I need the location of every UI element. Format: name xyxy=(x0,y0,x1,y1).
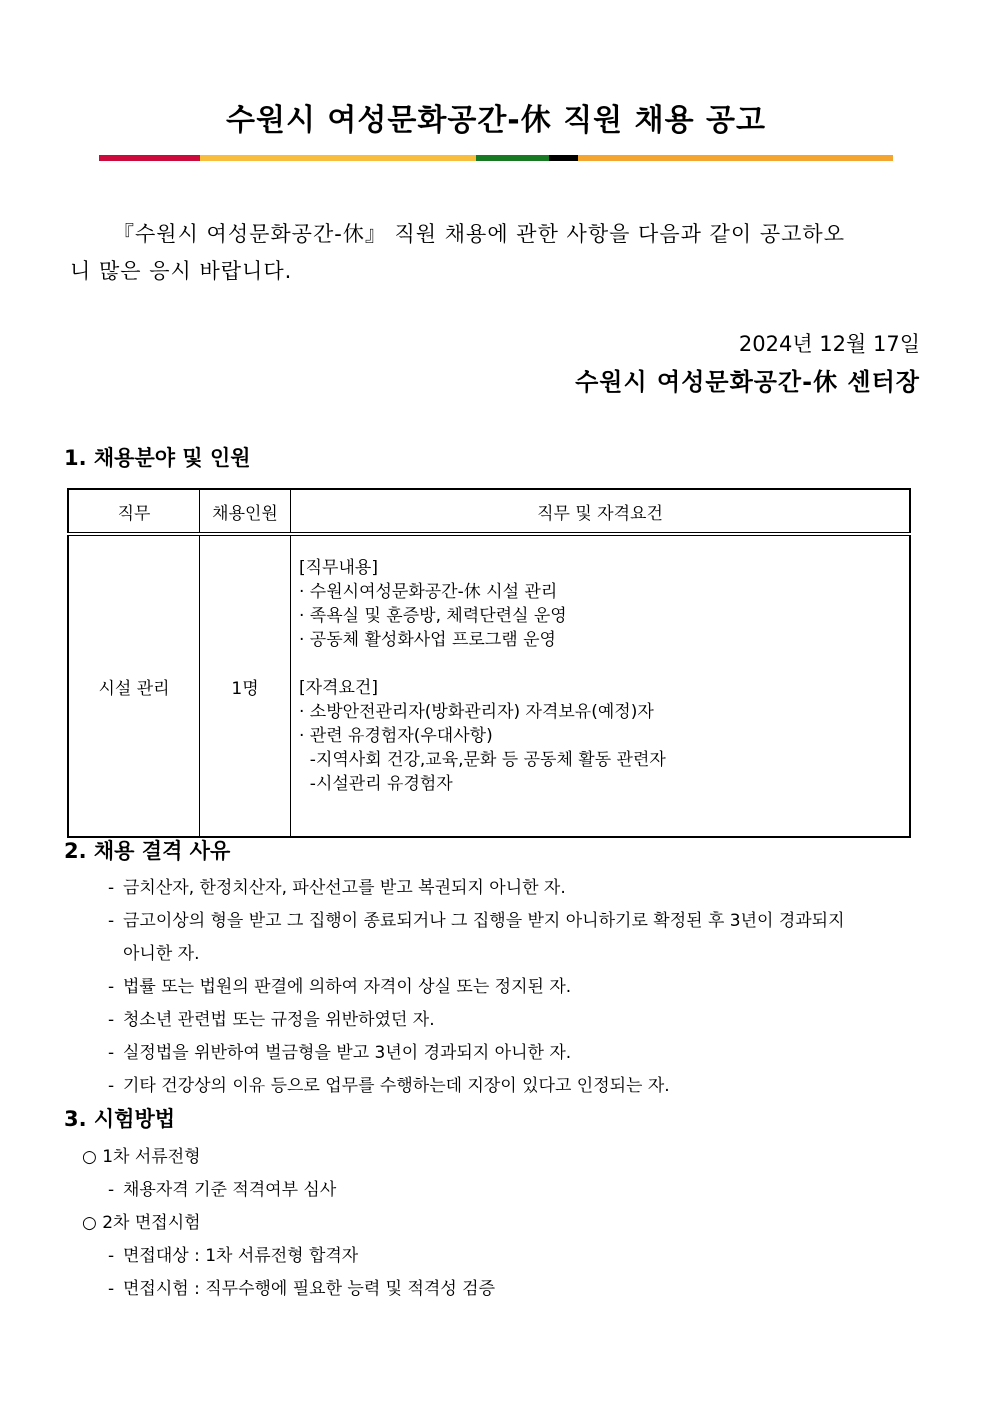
section3-heading: 3. 시험방법 xyxy=(64,1107,176,1131)
list-item: - 금고이상의 형을 받고 그 집행이 종료되거나 그 집행을 받지 아니하기로 확정된 후 3년이 경과되지 xyxy=(108,911,845,931)
table-row xyxy=(68,534,910,837)
color-divider xyxy=(99,155,893,161)
req-line: · 소방안전관리자(방화관리자) 자격보유(예정)자 xyxy=(299,702,654,722)
req-line: · 족욕실 및 훈증방, 체력단련실 운영 xyxy=(299,606,567,626)
req-line: · 관련 유경험자(우대사항) xyxy=(299,726,493,746)
req-line: -지역사회 건강,교육,문화 등 공동체 활동 관련자 xyxy=(299,750,666,770)
table-header-row xyxy=(68,489,910,534)
list-item: - 면접대상 : 1차 서류전형 합격자 xyxy=(108,1246,359,1266)
list-item-text: 채용자격 기준 적격여부 심사 xyxy=(123,1180,337,1200)
req-line: · 공동체 활성화사업 프로그램 운영 xyxy=(299,630,556,650)
list-item: - 청소년 관련법 또는 규정을 위반하였던 자. xyxy=(108,1010,435,1030)
divider-red xyxy=(99,155,200,161)
recruitment-table xyxy=(67,488,911,838)
list-item-continuation: 아니한 자. xyxy=(123,944,200,964)
page-title: 수원시 여성문화공간-休 직원 채용 공고 xyxy=(226,103,766,138)
list-item-text: 금고이상의 형을 받고 그 집행이 종료되거나 그 집행을 받지 아니하기로 확정된 후 3년이 경과되지 xyxy=(123,911,845,931)
list-item: - 실정법을 위반하여 벌금형을 받고 3년이 경과되지 아니한 자. xyxy=(108,1043,572,1063)
section2-heading: 2. 채용 결격 사유 xyxy=(64,839,231,863)
req-line: [직무내용] xyxy=(299,558,378,578)
list-item: - 채용자격 기준 적격여부 심사 xyxy=(108,1180,337,1200)
stage-2: ○ 2차 면접시험 xyxy=(82,1213,201,1233)
list-item: - 법률 또는 법원의 판결에 의하여 자격이 상실 또는 정지된 자. xyxy=(108,977,572,997)
intro-line-1: 『수원시 여성문화공간-休』 직원 채용에 관한 사항을 다음과 같이 공고하오 xyxy=(113,222,845,246)
divider-black xyxy=(549,155,578,161)
list-item: - 금치산자, 한정치산자, 파산선고를 받고 복권되지 아니한 자. xyxy=(108,878,566,898)
req-line: -시설관리 유경험자 xyxy=(299,774,453,794)
header-job: 직무 xyxy=(68,489,200,534)
list-item-text: 실정법을 위반하여 벌금형을 받고 3년이 경과되지 아니한 자. xyxy=(123,1043,572,1063)
cell-requirements xyxy=(291,534,911,837)
cell-count: 1명 xyxy=(200,534,291,837)
list-item: - 면접시험 : 직무수행에 필요한 능력 및 적격성 검증 xyxy=(108,1279,495,1299)
list-item-text: 기타 건강상의 이유 등으로 업무를 수행하는데 지장이 있다고 인정되는 자. xyxy=(123,1076,670,1096)
cell-job: 시설 관리 xyxy=(68,534,200,837)
signature: 수원시 여성문화공간-休 센터장 xyxy=(575,368,920,396)
divider-yellow xyxy=(200,155,476,161)
list-item-text: 법률 또는 법원의 판결에 의하여 자격이 상실 또는 정지된 자. xyxy=(123,977,572,997)
header-count: 채용인원 xyxy=(200,489,291,534)
list-item-text: 청소년 관련법 또는 규정을 위반하였던 자. xyxy=(123,1010,435,1030)
date: 2024년 12월 17일 xyxy=(738,332,920,356)
req-line xyxy=(299,652,909,676)
stage-1: ○ 1차 서류전형 xyxy=(82,1147,201,1167)
list-item: - 기타 건강상의 이유 등으로 업무를 수행하는데 지장이 있다고 인정되는 자. xyxy=(108,1076,670,1096)
list-item-text: 면접대상 : 1차 서류전형 합격자 xyxy=(123,1246,359,1266)
divider-orange xyxy=(578,155,893,161)
list-item-text: 금치산자, 한정치산자, 파산선고를 받고 복권되지 아니한 자. xyxy=(123,878,566,898)
req-line: · 수원시여성문화공간-休 시설 관리 xyxy=(299,582,558,602)
req-line: [자격요건] xyxy=(299,678,378,698)
intro-line-2: 니 많은 응시 바랍니다. xyxy=(70,259,293,283)
header-requirements: 직무 및 자격요건 xyxy=(291,489,911,534)
divider-green xyxy=(476,155,549,161)
list-item-text: 면접시험 : 직무수행에 필요한 능력 및 적격성 검증 xyxy=(123,1279,495,1299)
section1-heading: 1. 채용분야 및 인원 xyxy=(64,446,251,470)
